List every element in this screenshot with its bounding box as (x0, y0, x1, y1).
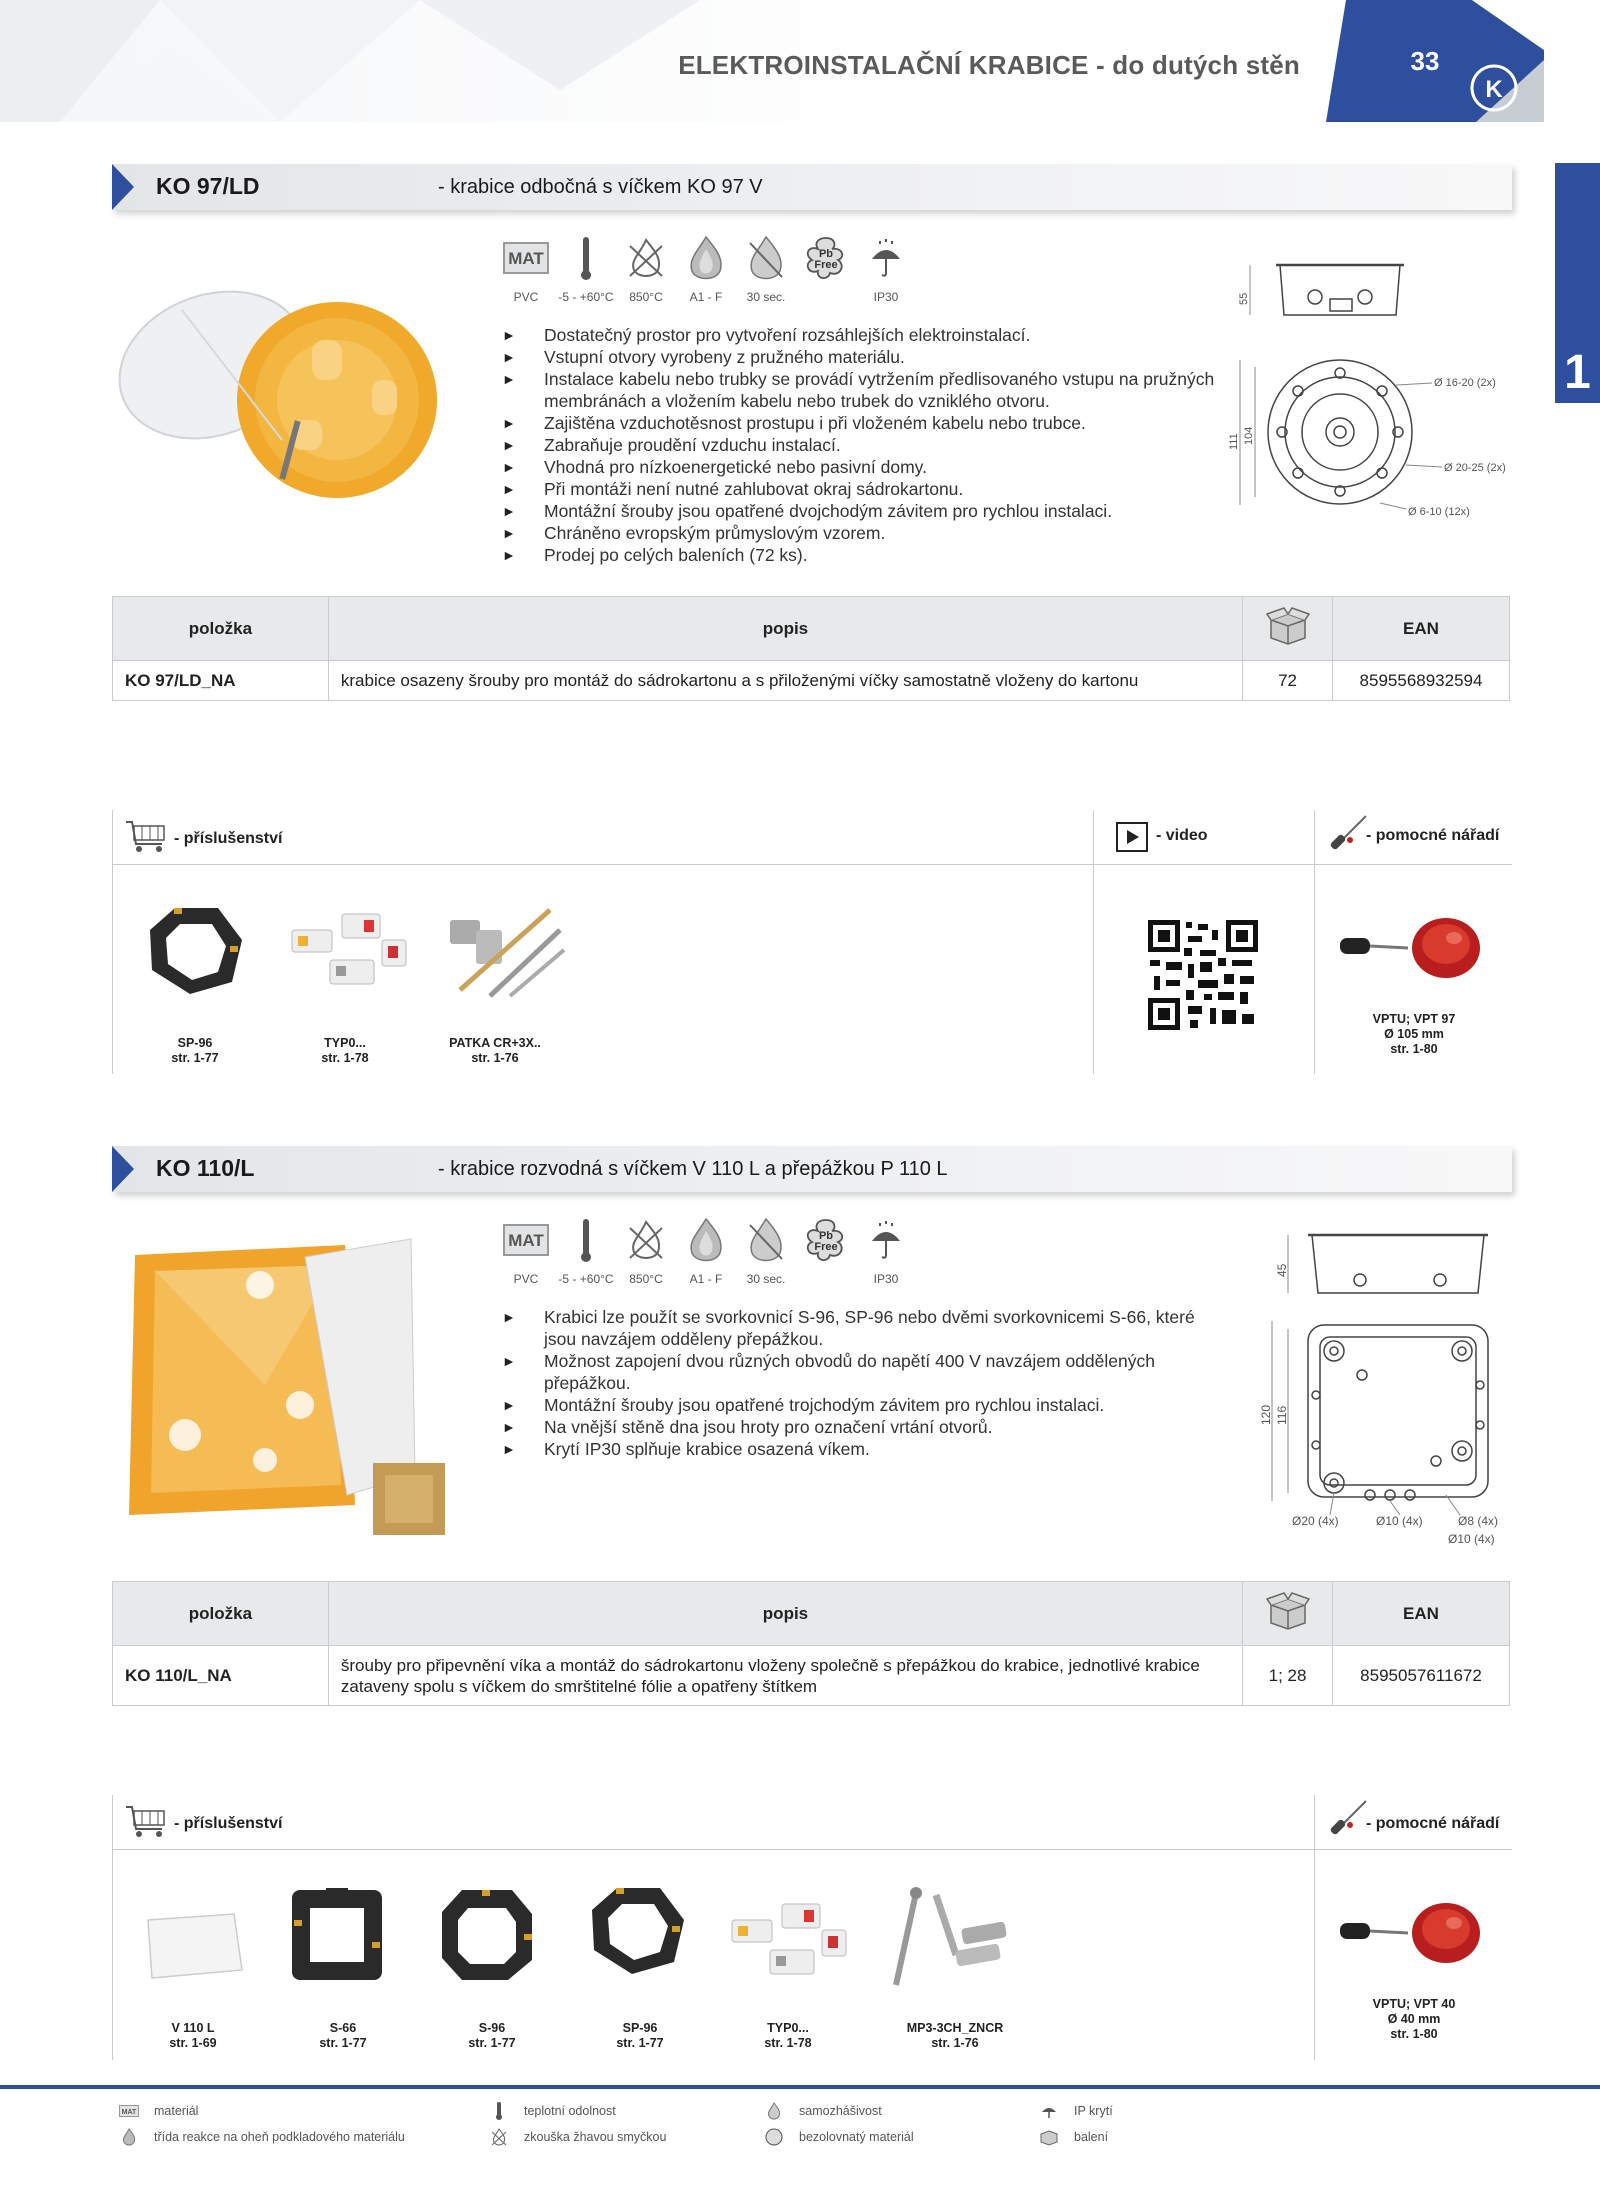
item-description: šrouby pro připevnění víka a montáž do sádrokartonu vloženy společně s přepážkou do krabice, jednotlivé krabice zataveny spolu s víčkem do smrštitelné fólie a opatřeny štítkem (328, 1646, 1242, 1706)
accessory-image-sp96 (582, 1880, 692, 1990)
svg-text:104: 104 (1243, 426, 1255, 445)
legend-item: teplotní odolnost (488, 2102, 616, 2120)
legend-item: bezolovnatý materiál (763, 2128, 914, 2146)
accessory-image-s66 (282, 1880, 392, 1990)
pb-free-icon (796, 1210, 856, 1270)
svg-text:MAT: MAT (508, 1231, 544, 1250)
table-row (113, 661, 1510, 701)
product-image-ko110 (115, 1235, 455, 1545)
feature-item: ► Vstupní otvory vyrobeny z pružného materiálu. (502, 347, 905, 367)
cart-icon (124, 1803, 168, 1839)
legend-item: IP krytí (1038, 2102, 1113, 2120)
page-number: 33 (1410, 46, 1440, 76)
svg-text:Free: Free (814, 259, 838, 271)
feature-list (502, 1306, 1222, 1460)
column-header-description: popis (328, 1582, 1242, 1646)
tool-item[interactable]: VPTU; VPT 97 Ø 105 mm str. 1-80 (1372, 1012, 1456, 1056)
accessory-item[interactable]: PATKA CR+3X.. str. 1-76 (449, 1036, 541, 1065)
svg-text:Ø 20-25 (2x): Ø 20-25 (2x) (1444, 462, 1506, 474)
ean-code: 8595057611672 (1333, 1646, 1510, 1706)
svg-text:120: 120 (1259, 1404, 1273, 1425)
item-description: krabice osazeny šrouby pro montáž do sádrokartonu a s přiloženými víčky samostatně vloženy do kartonu (328, 661, 1242, 701)
feature-item: ► Montážní šrouby jsou opatřené dvojchodým závitem pro rychlou instalaci. (502, 501, 1113, 521)
cart-icon (124, 818, 168, 854)
icon-label (796, 1272, 856, 1286)
item-code: KO 97/LD_NA (113, 661, 329, 701)
product-description: - krabice rozvodná s víčkem V 110 L a přepážkou P 110 L (438, 1158, 948, 1180)
svg-text:Ø8 (4x): Ø8 (4x) (1458, 1514, 1499, 1528)
feature-item: ► Montážní šrouby jsou opatřené trojchodým závitem pro rychlou instalaci. (502, 1395, 1105, 1415)
package-icon (1038, 2128, 1060, 2146)
fire-class-icon (676, 1210, 736, 1270)
package-quantity: 1; 28 (1243, 1646, 1333, 1706)
accessory-image-sp96 (140, 900, 250, 1000)
legend-item: balení (1038, 2128, 1108, 2146)
feature-item: ► Dostatečný prostor pro vytvoření rozsáhlejších elektroinstalací. (502, 325, 1031, 345)
svg-text:111: 111 (1228, 433, 1240, 450)
page-title: ELEKTROINSTALAČNÍ KRABICE - do dutých stěn (678, 50, 1300, 80)
product-marker (112, 1146, 134, 1192)
icon-label: PVC (513, 290, 539, 304)
pb-free-icon (796, 228, 856, 288)
icon-label: IP30 (873, 290, 899, 304)
svg-text:55: 55 (1238, 292, 1250, 305)
svg-text:45: 45 (1275, 1263, 1289, 1277)
icon-label: 30 sec. (746, 290, 786, 304)
product-code: KO 110/L (156, 1155, 255, 1181)
table-row (113, 1646, 1510, 1706)
accessory-item[interactable]: TYP0... str. 1-78 (764, 2021, 812, 2050)
product-table (112, 596, 1510, 701)
accessory-image-v110l (138, 1900, 248, 1990)
column-header-ean: EAN (1333, 597, 1510, 661)
pb-free-icon (763, 2128, 785, 2146)
legend-item: samozhášivost (763, 2102, 882, 2120)
icon-label: 850°C (629, 290, 663, 304)
package-quantity: 72 (1243, 661, 1333, 701)
accessory-item[interactable]: S-66 str. 1-77 (319, 2021, 367, 2050)
feature-item: ► Na vnější stěně dna jsou hroty pro označení vrtání otvorů. (502, 1417, 993, 1437)
icon-label: IP30 (873, 1272, 899, 1286)
flame-icon (763, 2102, 785, 2120)
column-header-description: popis (328, 597, 1242, 661)
feature-item: ► Chráněno evropským průmyslovým vzorem. (502, 523, 886, 543)
umbrella-icon (856, 228, 916, 288)
glow-wire-icon (616, 228, 676, 288)
product-description: - krabice odbočná s víčkem KO 97 V (438, 176, 763, 198)
package-icon (1243, 1582, 1333, 1646)
svg-text:Ø 6-10 (12x): Ø 6-10 (12x) (1408, 506, 1470, 518)
product-image-ko97 (112, 270, 462, 520)
icon-label: 30 sec. (746, 1272, 786, 1286)
feature-item: ► Instalace kabelu nebo trubky se provádí vytržením předlisovaného vstupu na pružných membránách a vložením kabelu nebo trubek do vzniklého otvoru. (502, 369, 1215, 411)
icon-label: A1 - F (689, 1272, 723, 1286)
svg-text:Free: Free (814, 1241, 838, 1253)
mat-icon (118, 2102, 140, 2120)
umbrella-icon (856, 1210, 916, 1270)
icon-label: -5 - +60°C (558, 1272, 614, 1286)
column-header-item: položka (113, 1582, 329, 1646)
umbrella-icon (1038, 2102, 1060, 2120)
property-labels (496, 1272, 916, 1286)
thermometer-icon (556, 228, 616, 288)
feature-item: ► Možnost zapojení dvou různých obvodů do napětí 400 V navzájem oddělených přepážkou. (502, 1351, 1155, 1393)
qr-code[interactable] (1148, 920, 1258, 1030)
technical-drawing-ko97 (1210, 255, 1510, 530)
icon-label: -5 - +60°C (558, 290, 614, 304)
ean-code: 8595568932594 (1333, 661, 1510, 701)
feature-list (502, 324, 1222, 566)
svg-text:Pb: Pb (818, 1230, 834, 1242)
product-code: KO 97/LD (156, 173, 260, 199)
property-icons (496, 1210, 916, 1270)
accessory-item[interactable]: SP-96 str. 1-77 (171, 1036, 219, 1065)
tool-item[interactable]: VPTU; VPT 40 Ø 40 mm str. 1-80 (1372, 1997, 1456, 2041)
accessories-label: - příslušenství (174, 830, 283, 847)
accessory-image-patka (430, 900, 570, 1000)
glow-wire-icon (616, 1210, 676, 1270)
accessory-item[interactable]: SP-96 str. 1-77 (616, 2021, 664, 2050)
svg-text:MAT: MAT (121, 2109, 137, 2116)
svg-text:MAT: MAT (508, 249, 544, 268)
thermometer-icon (488, 2102, 510, 2120)
tools-label: - pomocné nářadí (1366, 827, 1500, 844)
accessory-item[interactable]: MP3-3CH_ZNCR str. 1-76 (906, 2021, 1004, 2050)
svg-text:Ø10 (4x): Ø10 (4x) (1448, 1532, 1495, 1546)
feature-item: ► Prodej po celých baleních (72 ks). (502, 545, 808, 565)
glow-wire-icon (488, 2128, 510, 2146)
hole-saw-image (1336, 1893, 1496, 1973)
accessory-item[interactable]: S-96 str. 1-77 (468, 2021, 516, 2050)
accessory-image-typ0 (282, 900, 412, 1000)
accessory-image-s96 (432, 1880, 542, 1990)
mat-icon (496, 1210, 556, 1270)
feature-item: ► Zajištěna vzduchotěsnost prostupu i při vloženém kabelu nebo trubce. (502, 413, 1086, 433)
mat-icon (496, 228, 556, 288)
fire-class-icon (118, 2128, 140, 2146)
property-labels (496, 290, 916, 304)
product-title-bar (112, 164, 1512, 210)
svg-text:Ø10 (4x): Ø10 (4x) (1376, 1514, 1423, 1528)
screwdriver-icon (1326, 1797, 1370, 1841)
icon-label: 850°C (629, 1272, 663, 1286)
fire-class-icon (676, 228, 736, 288)
icon-label: A1 - F (689, 290, 723, 304)
column-header-item: položka (113, 597, 329, 661)
legend-item: MAT materiál (118, 2102, 198, 2120)
flame-icon (736, 1210, 796, 1270)
feature-item: ► Krytí IP30 splňuje krabice osazená víkem. (502, 1439, 870, 1459)
package-icon (1243, 597, 1333, 661)
svg-text:Ø 16-20 (2x): Ø 16-20 (2x) (1434, 377, 1496, 389)
feature-item: ► Krabici lze použít se svorkovnicí S-96, SP-96 nebo dvěmi svorkovnicemi S-66, které jsou navzájem odděleny přepážkou. (502, 1307, 1195, 1349)
feature-item: ► Při montáži není nutné zahlubovat okraj sádrokartonu. (502, 479, 964, 499)
screwdriver-icon (1326, 812, 1370, 856)
property-icons (496, 228, 916, 288)
thermometer-icon (556, 1210, 616, 1270)
icon-label (796, 290, 856, 304)
feature-item: ► Vhodná pro nízkoenergetické nebo pasivní domy. (502, 457, 927, 477)
video-label: - video (1156, 827, 1208, 844)
legend-item: zkouška žhavou smyčkou (488, 2128, 666, 2146)
icon-label: PVC (513, 1272, 539, 1286)
feature-item: ► Zabraňuje proudění vzduchu instalací. (502, 435, 841, 455)
legend-item: třída reakce na oheň podkladového materiálu (118, 2128, 405, 2146)
video-icon (1116, 822, 1148, 852)
svg-text:116: 116 (1275, 1405, 1289, 1425)
tools-label: - pomocné nářadí (1366, 1815, 1500, 1832)
accessories-label: - příslušenství (174, 1815, 283, 1832)
accessory-image-typ0 (722, 1890, 852, 1990)
svg-text:K: K (1485, 76, 1503, 103)
svg-text:Ø20 (4x): Ø20 (4x) (1292, 1514, 1339, 1528)
item-code: KO 110/L_NA (113, 1646, 329, 1706)
accessory-item[interactable]: TYP0... str. 1-78 (321, 1036, 369, 1065)
accessory-item[interactable]: V 110 L str. 1-69 (169, 2021, 217, 2050)
column-header-ean: EAN (1333, 1582, 1510, 1646)
product-table (112, 1581, 1510, 1706)
footer-divider (0, 2085, 1600, 2089)
technical-drawing-ko110 (1250, 1225, 1520, 1555)
product-marker (112, 164, 134, 210)
accessory-image-mp3 (876, 1885, 1026, 1995)
hole-saw-image (1336, 908, 1496, 988)
chapter-number: 1 (1564, 346, 1591, 399)
flame-icon (736, 228, 796, 288)
svg-text:Pb: Pb (818, 248, 834, 260)
